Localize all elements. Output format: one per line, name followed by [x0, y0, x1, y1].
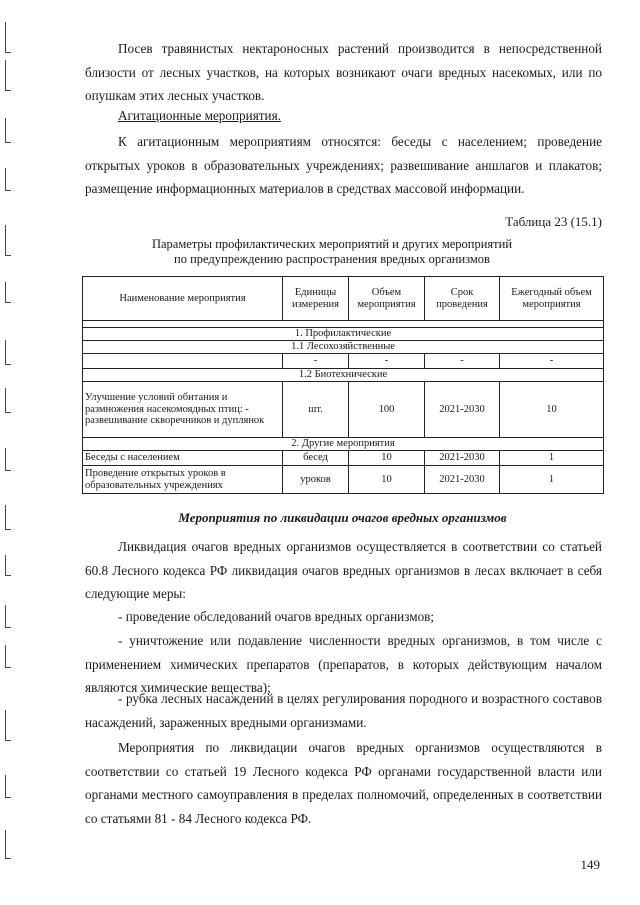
binding-mark: [5, 830, 11, 859]
table-cell: 100: [349, 382, 425, 438]
table-number: Таблица 23 (15.1): [505, 214, 602, 229]
table-caption: [82, 237, 582, 267]
binding-mark: [5, 388, 11, 413]
liquidation-paragraph: Ликвидация очагов вредных организмов осуществляется в соответствии со статьей 60.8 Лесного кодекса РФ ликвидация очагов вредных организмов в лесах включает в себя следующие меры:: [85, 539, 602, 601]
header-cell: Объем мероприятия: [349, 277, 425, 321]
header-cell: Единицы измерения: [283, 277, 349, 321]
binding-mark: [5, 282, 11, 303]
binding-mark: [5, 505, 11, 530]
table-spacer-row: [83, 321, 604, 328]
binding-mark: [5, 555, 11, 576]
table-row: [83, 466, 604, 494]
liquidation-title: Мероприятия по ликвидации очагов вредных организмов: [178, 510, 507, 525]
table-row: [83, 354, 604, 369]
table-cell: 1: [500, 451, 604, 466]
section-label: 2. Другие мероприятия: [83, 438, 604, 451]
table-cell: 2021-2030: [425, 382, 500, 438]
measure-item: - проведение обследований очагов вредных организмов;: [118, 609, 435, 624]
table-cell: 10: [500, 382, 604, 438]
table-cell: -: [425, 354, 500, 369]
binding-mark: [5, 645, 11, 668]
section-label: 1. Профилактические: [83, 328, 604, 341]
measure-item: - уничтожение или подавление численности вредных организмов, в том числе с применением химических препаратов (препаратов, в которых действующим началом являются химические вещества);: [85, 633, 602, 695]
table-cell: уроков: [283, 466, 349, 494]
section-row: [83, 438, 604, 451]
binding-mark: [5, 340, 11, 365]
table-cell: 2021-2030: [425, 466, 500, 494]
table-header-row: [83, 277, 604, 321]
table-row: [83, 451, 604, 466]
table-cell: 10: [349, 451, 425, 466]
binding-mark: [5, 448, 11, 471]
table-cell: шт.: [283, 382, 349, 438]
final-paragraph: Мероприятия по ликвидации очагов вредных организмов осуществляются в соответствии со статьей 19 Лесного кодекса РФ органами государственной власти или органами местного самоуправления в пределах полномочий, определенных в соответствии со статьями 81 - 84 Лесного кодекса РФ.: [85, 740, 602, 826]
table-cell: 2021-2030: [425, 451, 500, 466]
binding-mark: [5, 605, 11, 628]
binding-mark: [5, 710, 11, 741]
agitation-heading: Агитационные мероприятия.: [118, 108, 281, 123]
header-cell: Срок проведения: [425, 277, 500, 321]
table-caption-line: по предупреждению распространения вредных организмов: [174, 252, 490, 266]
header-cell: Наименование мероприятия: [83, 277, 283, 321]
table-cell: Улучшение условий обитания и размножения насекомоядных птиц: - развешивание скворечников и дуплянок: [83, 382, 283, 438]
table-cell: бесед: [283, 451, 349, 466]
binding-mark: [5, 118, 11, 143]
table-cell: [83, 354, 283, 369]
table-row: [83, 382, 604, 438]
binding-mark: [5, 775, 11, 798]
section-label: 1.1 Лесохозяйственные: [83, 341, 604, 354]
section-row: [83, 328, 604, 341]
table-cell: -: [283, 354, 349, 369]
measure-item: - рубка лесных насаждений в целях регулирования породного и возрастного составов насаждений, зараженных вредными организмами.: [85, 691, 602, 730]
section-row: [83, 341, 604, 354]
table-cell: -: [500, 354, 604, 369]
table-cell: Беседы с населением: [83, 451, 283, 466]
section-row: [83, 369, 604, 382]
page-number: 149: [580, 857, 600, 872]
binding-mark: [5, 60, 11, 91]
binding-mark: [5, 22, 11, 53]
table-caption-line: Параметры профилактических мероприятий и других мероприятий: [151, 237, 513, 251]
agitation-paragraph: К агитационным мероприятиям относятся: беседы с населением; проведение открытых уроков в образовательных учреждениях; развешивание аншлагов и плакатов; размещение информационных материалов в средствах массовой информации.: [85, 134, 602, 196]
measures-table: [82, 276, 604, 494]
table-cell: 10: [349, 466, 425, 494]
header-cell: Ежегодный объем мероприятия: [500, 277, 604, 321]
table-cell: 1: [500, 466, 604, 494]
table-cell: -: [349, 354, 425, 369]
section-label: 1.2 Биотехнические: [83, 369, 604, 382]
binding-mark: [5, 168, 11, 191]
binding-mark: [5, 225, 11, 256]
table-cell: Проведение открытых уроков в образовательных учреждениях: [83, 466, 283, 494]
intro-paragraph: Посев травянистых нектароносных растений производится в непосредственной близости от лесных участков, на которых возникают очаги вредных насекомых, или по опушкам этих лесных участков.: [85, 41, 602, 103]
